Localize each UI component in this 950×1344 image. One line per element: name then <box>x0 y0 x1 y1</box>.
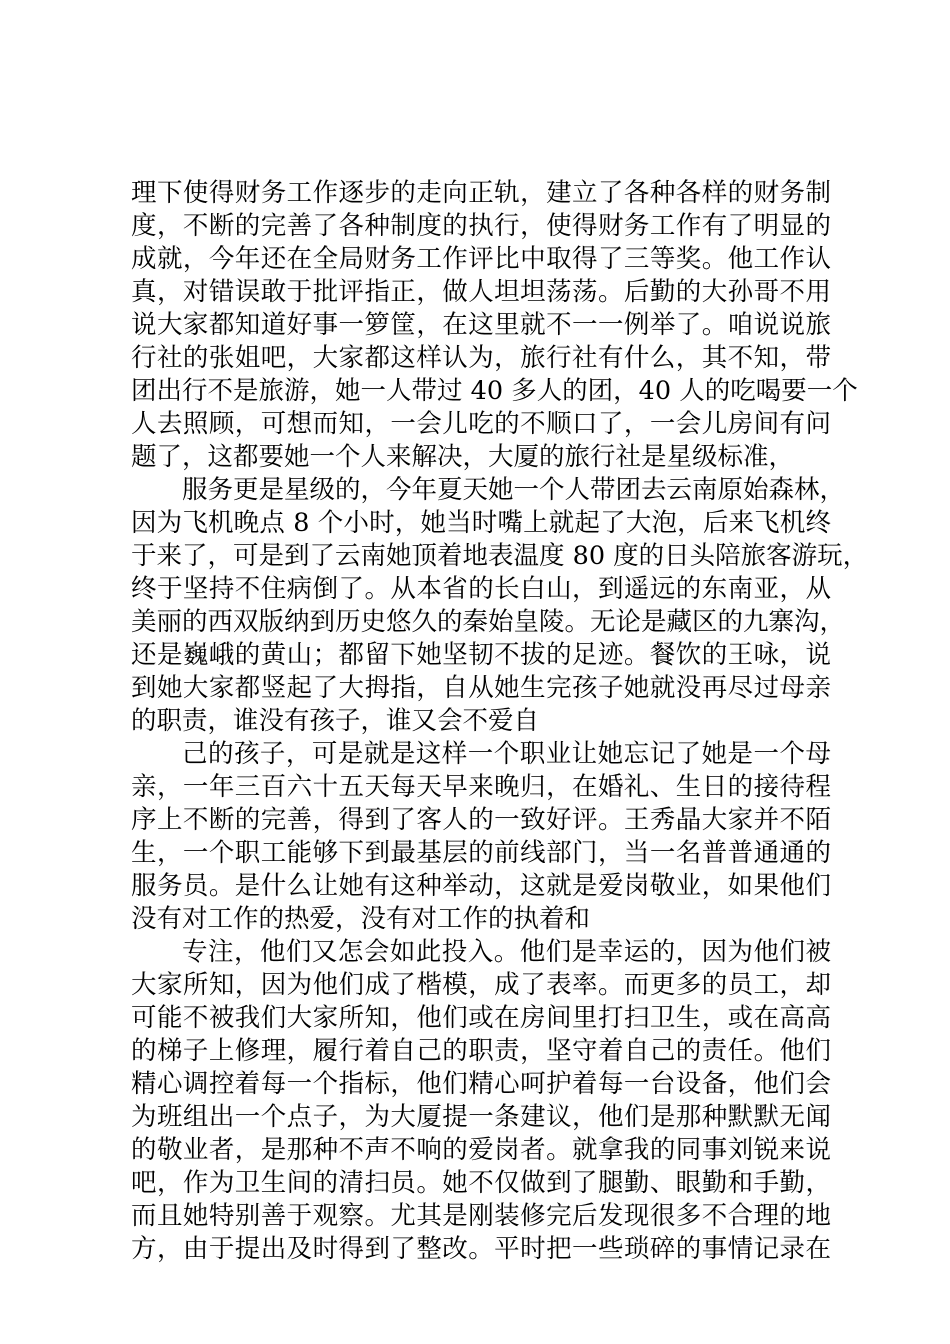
text-line: 大家所知，因为他们成了楷模，成了表率。而更多的员工，却 <box>131 970 831 1000</box>
text-line: 吧，作为卫生间的清扫员。她不仅做到了腿勤、眼勤和手勤， <box>131 1168 831 1198</box>
text-line: 精心调控着每一个指标，他们精心呵护着每一台设备，他们会 <box>131 1069 831 1099</box>
paragraph-2 <box>131 474 869 738</box>
text-line: 生，一个职工能够下到最基层的前线部门，当一名普普通通的 <box>131 838 831 868</box>
paragraph-1 <box>131 177 858 474</box>
text-line: 方，由于提出及时得到了整改。平时把一些琐碎的事情记录在 <box>131 1234 831 1264</box>
paragraph-3 <box>131 738 831 936</box>
text-line: 的职责，谁没有孩子，谁又会不爱自 <box>131 706 540 736</box>
text-line: 因为飞机晚点 8 个小时，她当时嘴上就起了大泡，后来飞机终 <box>131 508 831 538</box>
text-line: 于来了，可是到了云南她顶着地表温度 80 度的日头陪旅客游玩， <box>131 541 869 571</box>
text-line: 题了，这都要她一个人来解决，大厦的旅行社是星级标准， <box>131 442 795 472</box>
document-body <box>131 177 869 1266</box>
text-line: 己的孩子，可是就是这样一个职业让她忘记了她是一个母 <box>182 739 831 769</box>
text-line: 可能不被我们大家所知，他们或在房间里打扫卫生，或在高高 <box>131 1003 831 1033</box>
text-line: 到她大家都竖起了大拇指，自从她生完孩子她就没再尽过母亲 <box>131 673 831 703</box>
text-line: 的梯子上修理，履行着自己的职责，坚守着自己的责任。他们 <box>131 1036 831 1066</box>
text-line: 而且她特别善于观察。尤其是刚装修完后发现很多不合理的地 <box>131 1201 831 1231</box>
text-line: 团出行不是旅游，她一人带过 40 多人的团，40 人的吃喝要一个 <box>131 376 858 406</box>
text-line: 真，对错误敢于批评指正，做人坦坦荡荡。后勤的大孙哥不用 <box>131 277 831 307</box>
text-line: 没有对工作的热爱，没有对工作的执着和 <box>131 904 591 934</box>
text-line: 度，不断的完善了各种制度的执行，使得财务工作有了明显的 <box>131 211 831 241</box>
paragraph-4 <box>131 936 831 1266</box>
text-line: 为班组出一个点子，为大厦提一条建议，他们是那种默默无闻 <box>131 1102 831 1132</box>
text-line: 序上不断的完善，得到了客人的一致好评。王秀晶大家并不陌 <box>131 805 831 835</box>
text-line: 美丽的西双版纳到历史悠久的秦始皇陵。无论是藏区的九寨沟， <box>131 607 846 637</box>
text-line: 说大家都知道好事一箩筐，在这里就不一一例举了。咱说说旅 <box>131 310 831 340</box>
text-line: 终于坚持不住病倒了。从本省的长白山，到遥远的东南亚，从 <box>131 574 831 604</box>
text-line: 人去照顾，可想而知，一会儿吃的不顺口了，一会儿房间有问 <box>131 409 831 439</box>
text-line: 专注，他们又怎会如此投入。他们是幸运的，因为他们被 <box>182 937 831 967</box>
text-line: 行社的张姐吧，大家都这样认为，旅行社有什么，其不知，带 <box>131 343 831 373</box>
text-line: 还是巍峨的黄山；都留下她坚韧不拔的足迹。餐饮的王咏，说 <box>131 640 831 670</box>
text-line: 服务员。是什么让她有这种举动，这就是爱岗敬业，如果他们 <box>131 871 831 901</box>
text-line: 的敬业者，是那种不声不响的爱岗者。就拿我的同事刘锐来说 <box>131 1135 831 1165</box>
text-line: 成就，今年还在全局财务工作评比中取得了三等奖。他工作认 <box>131 244 831 274</box>
text-line: 服务更是星级的，今年夏天她一个人带团去云南原始森林， <box>182 475 846 505</box>
text-line: 亲，一年三百六十五天每天早来晚归，在婚礼、生日的接待程 <box>131 772 831 802</box>
text-line: 理下使得财务工作逐步的走向正轨，建立了各种各样的财务制 <box>131 178 831 208</box>
